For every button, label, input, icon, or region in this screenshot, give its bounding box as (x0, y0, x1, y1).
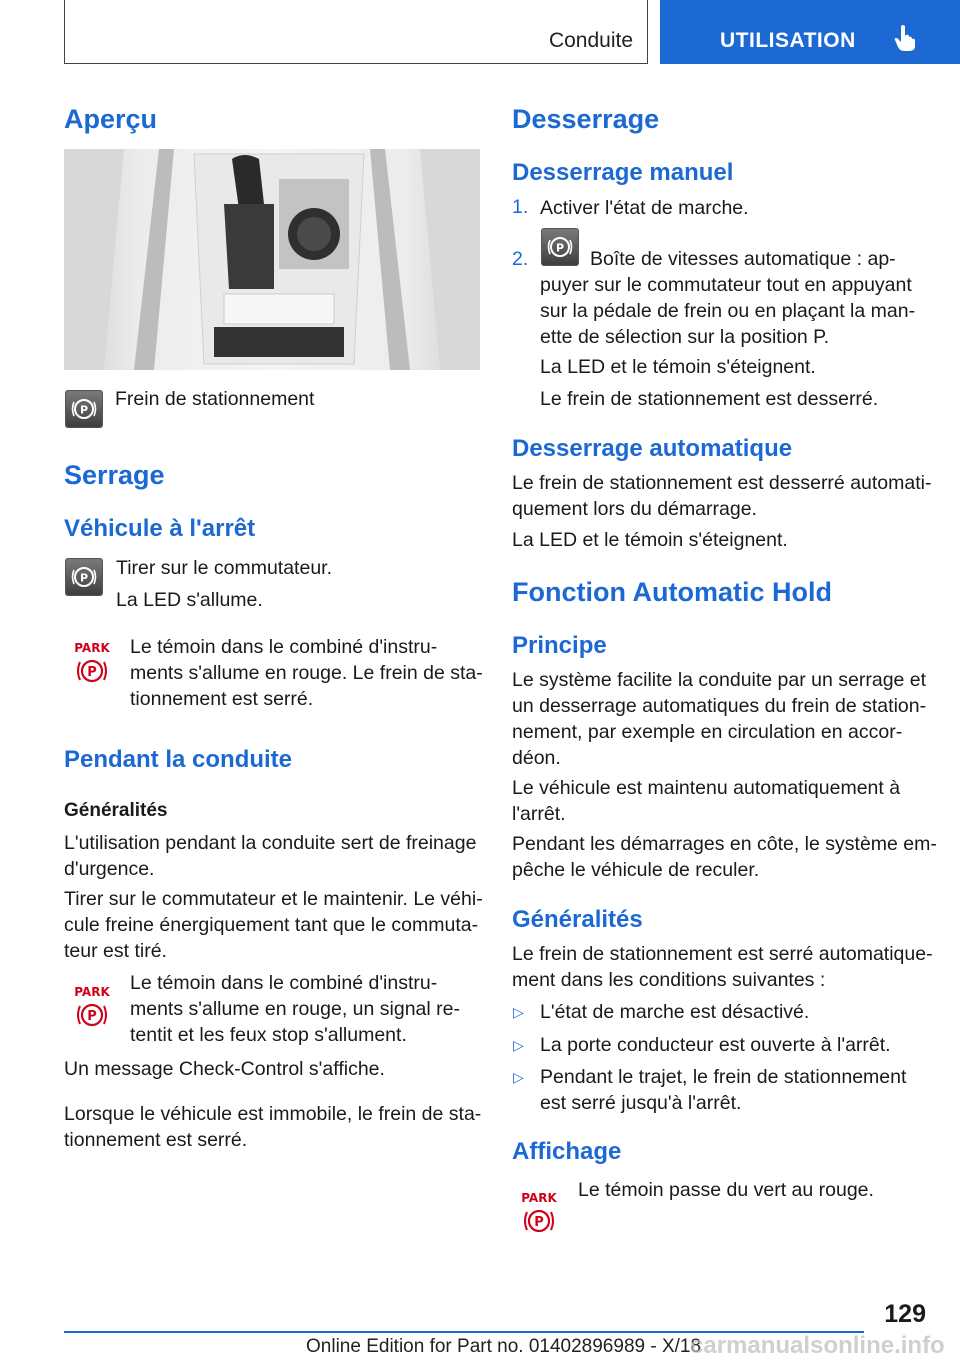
step2-l2: puyer sur le commutateur tout en appuyant (540, 274, 912, 296)
gen-r-p1-l2: ment dans les conditions suivantes : (512, 969, 826, 991)
generalites-heading-left: Généralités (64, 800, 168, 821)
pr-p3-l1: Pendant les démarrages en côte, le système em- (512, 833, 937, 855)
bullet-triangle-icon: ▷ (513, 1004, 524, 1020)
vehicule-arret-heading: Véhicule à l'arrêt (64, 515, 256, 542)
step2-l3: sur la pédale de frein ou en plaçant la man- (540, 300, 916, 322)
gen-p3: Un message Check-Control s'affiche. (64, 1058, 385, 1080)
park-label: PARK (74, 641, 110, 655)
bullet2-text: La porte conducteur est ouverte à l'arrêt. (540, 1034, 891, 1056)
svg-text:P: P (79, 403, 89, 417)
generalites-heading-right: Généralités (512, 906, 643, 933)
pr-p1-l2: un desserrage automatiques du frein de station- (512, 695, 927, 717)
gen-park-l3: tentit et les feux stop s'allument. (130, 1024, 407, 1046)
step2-sub1: La LED et le témoin s'éteignent. (540, 356, 816, 378)
bullet3-l2: est serré jusqu'à l'arrêt. (540, 1092, 742, 1114)
gen-p4-l2: tionnement est serré. (64, 1129, 248, 1151)
auto-p1-l2: quement lors du démarrage. (512, 498, 757, 520)
park-warning-icon (72, 984, 112, 1030)
auto-p2: La LED et le témoin s'éteignent. (512, 529, 788, 551)
header-chapter-box (660, 0, 960, 64)
watermark: carmanualsonline.info (690, 1332, 945, 1359)
step2-l1: Boîte de vitesses automatique : ap- (590, 248, 896, 270)
arret-text-2: La LED s'allume. (116, 589, 263, 611)
pr-p2-l1: Le véhicule est maintenu automatiquement à (512, 777, 901, 799)
gen-p2-l3: teur est tiré. (64, 940, 167, 962)
pr-p3-l2: pêche le véhicule de reculer. (512, 859, 760, 881)
step-number: 2. (512, 248, 529, 270)
step1-text: Activer l'état de marche. (540, 197, 749, 219)
gen-park-l1: Le témoin dans le combiné d'instru- (130, 972, 438, 994)
arret-park-l3: tionnement est serré. (130, 688, 314, 710)
gen-p2-l1: Tirer sur le commutateur et le maintenir. Le véhi- (64, 888, 483, 910)
arret-text-1: Tirer sur le commutateur. (116, 557, 333, 579)
bullet-triangle-icon: ▷ (513, 1069, 524, 1085)
svg-text:P: P (87, 1009, 97, 1024)
pendant-conduite-heading: Pendant la conduite (64, 746, 293, 773)
parking-brake-button-icon (541, 228, 579, 266)
console-photo (64, 149, 480, 370)
gen-p2-l2: cule freine énergiquement tant que le commuta- (64, 914, 479, 936)
svg-text:P: P (555, 241, 565, 255)
serrage-heading: Serrage (64, 460, 165, 490)
parking-brake-button-icon (65, 390, 103, 428)
frein-caption: Frein de stationnement (115, 388, 315, 410)
gen-p4-l1: Lorsque le véhicule est immobile, le frein de sta- (64, 1103, 482, 1125)
header-section-box (64, 0, 648, 64)
step-number: 1. (512, 196, 529, 218)
bullet-triangle-icon: ▷ (513, 1037, 524, 1053)
page-number: 129 (884, 1300, 926, 1328)
pr-p1-l1: Le système facilite la conduite par un serrage et (512, 669, 927, 691)
header-section-label: Conduite (548, 29, 633, 52)
bullet3-l1: Pendant le trajet, le frein de stationnement (540, 1066, 907, 1088)
hand-pointer-icon (894, 24, 916, 52)
svg-text:P: P (534, 1215, 544, 1230)
gen-r-p1-l1: Le frein de stationnement est serré automatique- (512, 943, 933, 965)
pr-p1-l4: déon. (512, 747, 561, 769)
arret-park-l1: Le témoin dans le combiné d'instru- (130, 636, 438, 658)
principe-heading: Principe (512, 632, 607, 659)
footer-edition: Online Edition for Part no. 01402896989 - X/18 (306, 1336, 702, 1357)
svg-text:P: P (79, 571, 89, 585)
park-warning-icon (519, 1190, 559, 1236)
affichage-text: Le témoin passe du vert au rouge. (578, 1179, 874, 1201)
gen-park-l2: ments s'allume en rouge, un signal re- (130, 998, 460, 1020)
park-warning-icon (72, 640, 112, 686)
pr-p2-l2: l'arrêt. (512, 803, 566, 825)
affichage-heading: Affichage (512, 1138, 622, 1165)
pr-p1-l3: nement, par exemple en circulation en accor- (512, 721, 903, 743)
apercu-heading: Aperçu (64, 104, 158, 134)
automatic-hold-heading: Fonction Automatic Hold (512, 577, 832, 607)
park-label: PARK (74, 985, 110, 999)
desserrage-heading: Desserrage (512, 104, 660, 134)
auto-p1-l1: Le frein de stationnement est desserré automati- (512, 472, 932, 494)
bullet1-text: L'état de marche est désactivé. (540, 1001, 810, 1023)
parking-brake-button-icon (65, 558, 103, 596)
svg-text:P: P (87, 665, 97, 680)
header-chapter-label: UTILISATION (720, 29, 856, 52)
step2-l4: ette de sélection sur la position P. (540, 326, 830, 348)
desserrage-auto-heading: Desserrage automatique (512, 435, 793, 462)
arret-park-l2: ments s'allume en rouge. Le frein de sta- (130, 662, 483, 684)
gen-p1-l1: L'utilisation pendant la conduite sert de freinage (64, 832, 477, 854)
park-label: PARK (521, 1191, 557, 1205)
desserrage-manuel-heading: Desserrage manuel (512, 159, 734, 186)
gen-p1-l2: d'urgence. (64, 858, 155, 880)
step2-sub2: Le frein de stationnement est desserré. (540, 388, 879, 410)
